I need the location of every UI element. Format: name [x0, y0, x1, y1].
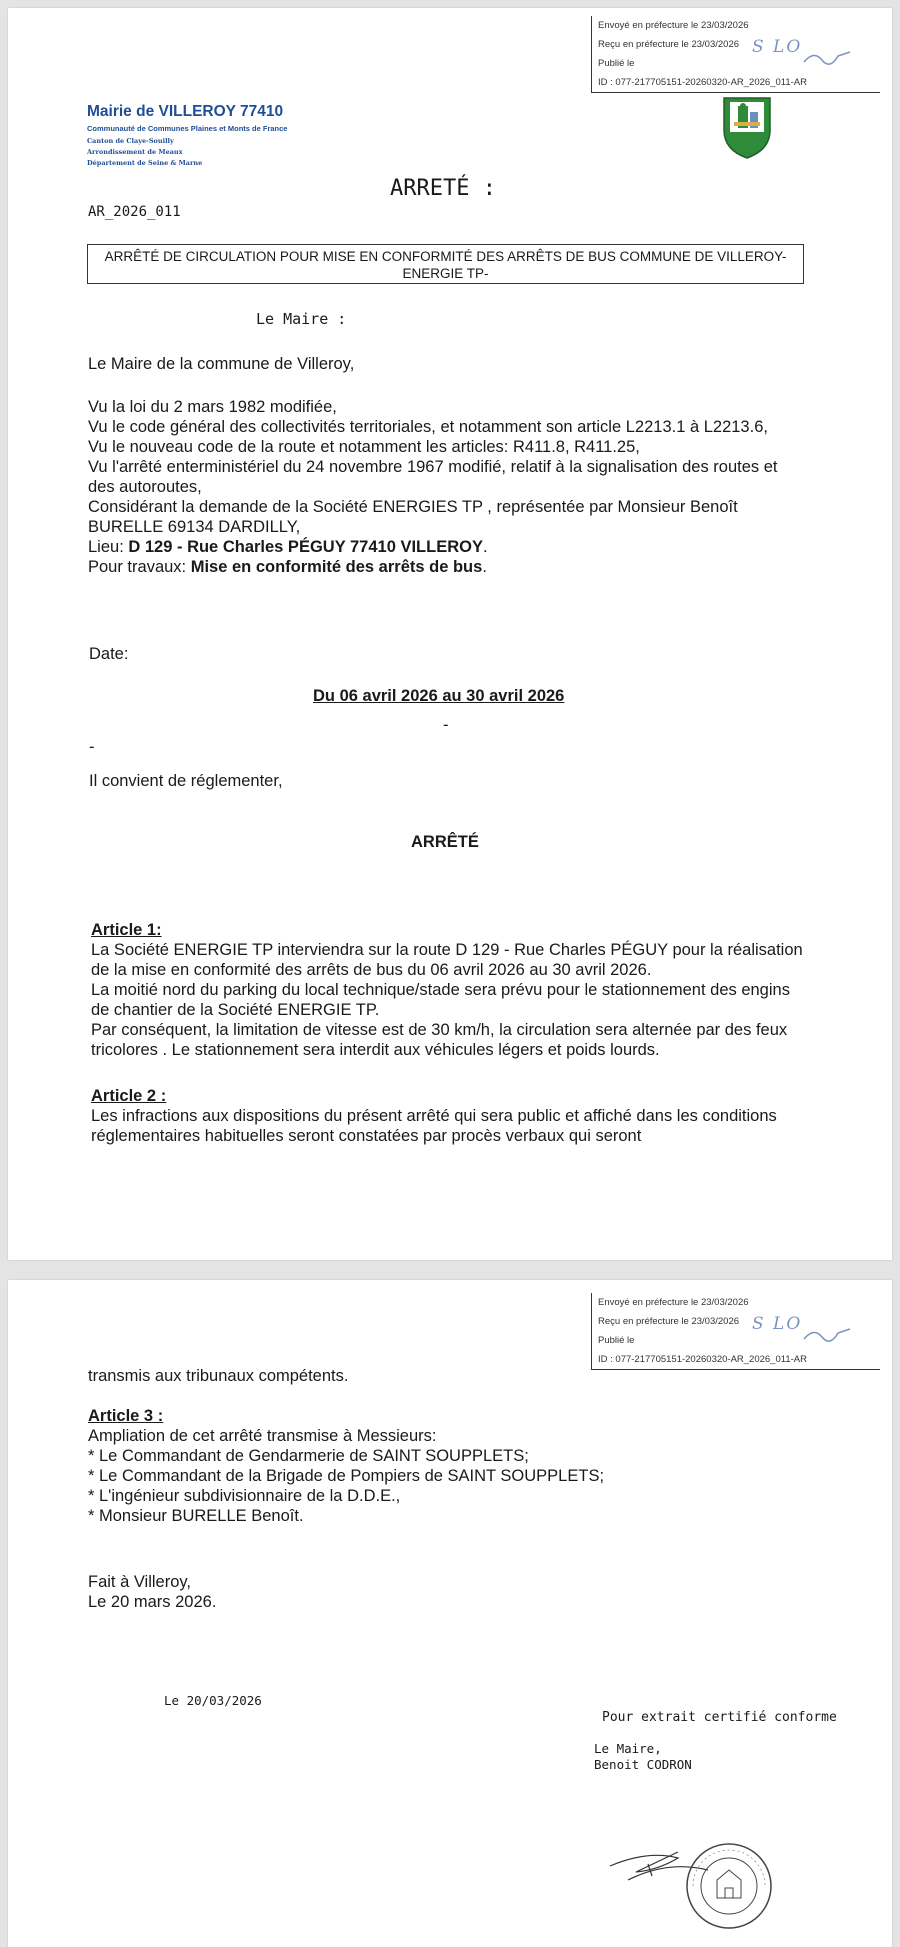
- mairie-seal-icon: [683, 1840, 775, 1932]
- document-title: ARRETÉ :: [390, 176, 496, 201]
- recipient-4: * Monsieur BURELLE Benoît.: [88, 1507, 304, 1525]
- article-1-text-1: La Société ENERGIE TP interviendra sur la route D 129 - Rue Charles PÉGUY pour la réalisation de la mise en conformité des arrêts de bus du 06 avril 2026 au 30 avril 2026.: [91, 941, 803, 979]
- stamp-id: ID : 077-217705151-20260320-AR_2026_011-AR: [598, 77, 807, 88]
- stamp-signature: S LO: [752, 1314, 803, 1334]
- canton-name: Canton de Claye-Souilly: [87, 137, 174, 145]
- arrondissement-name: Arrondissement de Meaux: [87, 148, 183, 156]
- prefecture-stamp-page-2: [591, 1293, 880, 1370]
- vu-code-collectivites: Vu le code général des collectivités territoriales, et notamment son article L2213.1 à L2213.6,: [88, 418, 768, 436]
- subject-box: ARRÊTÉ DE CIRCULATION POUR MISE EN CONFORMITÉ DES ARRÊTS DE BUS COMMUNE DE VILLEROY-ENERGIE TP-: [87, 244, 804, 284]
- lieu-value: D 129 - Rue Charles PÉGUY 77410 VILLEROY: [128, 538, 483, 556]
- dash-left: -: [89, 738, 95, 756]
- recipient-3: * L'ingénieur subdivisionnaire de la D.D.E.,: [88, 1487, 401, 1505]
- visas-block: [88, 397, 808, 577]
- reglementer-line: Il convient de réglementer,: [89, 772, 283, 790]
- document-page-1: [8, 8, 892, 1260]
- ampliation-line: Ampliation de cet arrêté transmise à Messieurs:: [88, 1427, 437, 1445]
- stamp-signature-flourish: [802, 1325, 852, 1347]
- article-2: [91, 1086, 811, 1146]
- arrete-heading: ARRÊTÉ: [411, 833, 479, 851]
- article-1-text-3: Par conséquent, la limitation de vitesse est de 30 km/h, la circulation sera alternée par des feux tricolores . Le stationnement sera interdit aux véhicules légers et poids lourds.: [91, 1021, 788, 1059]
- article-3: [88, 1406, 808, 1526]
- vu-loi-1982: Vu la loi du 2 mars 1982 modifiée,: [88, 398, 337, 416]
- stamp-id: ID : 077-217705151-20260320-AR_2026_011-AR: [598, 1354, 807, 1365]
- vu-arrete-1967: Vu l'arrêté enterministériel du 24 novembre 1967 modifié, relatif à la signalisation des routes et des autoroutes,: [88, 458, 778, 496]
- continuation-line: transmis aux tribunaux compétents.: [88, 1367, 349, 1385]
- date-label: Date:: [89, 645, 129, 663]
- signatory-title: Le Maire,: [594, 1741, 662, 1756]
- le-maire-heading: Le Maire :: [256, 310, 347, 328]
- recipient-1: * Le Commandant de Gendarmerie de SAINT SOUPPLETS;: [88, 1447, 529, 1465]
- article-1-title: Article 1:: [91, 921, 162, 939]
- municipal-crest-icon: [720, 92, 774, 160]
- stamp-published: Publié le: [598, 58, 635, 69]
- article-3-title: Article 3 :: [88, 1407, 164, 1425]
- article-1-text-2: La moitié nord du parking du local technique/stade sera prévu pour le stationnement des engins de chantier de la Société ENERGIE TP.: [91, 981, 790, 1019]
- lieu-line: Lieu: D 129 - Rue Charles PÉGUY 77410 VILLEROY.: [88, 538, 488, 556]
- fait-a-block: [88, 1572, 216, 1612]
- certifie-conforme: Pour extrait certifié conforme: [602, 1710, 837, 1725]
- fait-date: Le 20 mars 2026.: [88, 1593, 217, 1611]
- article-2-text: Les infractions aux dispositions du présent arrêté qui sera public et affiché dans les conditions réglementaires habituelles seront constatées par procès verbaux qui seront: [91, 1107, 777, 1145]
- stamp-signature-flourish: [802, 48, 852, 70]
- stamp-sent: Envoyé en préfecture le 23/03/2026: [598, 20, 749, 31]
- travaux-value: Mise en conformité des arrêts de bus: [190, 558, 483, 576]
- stamp-received: Reçu en préfecture le 23/03/2026: [598, 39, 740, 50]
- stamp-signature: S LO: [752, 37, 803, 57]
- travaux-line: Pour travaux: Mise en conformité des arrêts de bus.: [88, 558, 487, 576]
- document-reference: AR_2026_011: [88, 204, 181, 220]
- signatory-name: Benoit CODRON: [594, 1757, 692, 1772]
- recipient-2: * Le Commandant de la Brigade de Pompiers de SAINT SOUPPLETS;: [88, 1467, 605, 1485]
- short-date: Le 20/03/2026: [164, 1693, 262, 1708]
- article-1: [91, 920, 811, 1060]
- considerant: Considérant la demande de la Société ENERGIES TP , représentée par Monsieur Benoît BURELLE 69134 DARDILLY,: [88, 498, 738, 536]
- article-2-title: Article 2 :: [91, 1087, 167, 1105]
- stamp-received: Reçu en préfecture le 23/03/2026: [598, 1316, 740, 1327]
- date-range: Du 06 avril 2026 au 30 avril 2026: [313, 687, 565, 705]
- prefecture-stamp: [591, 16, 880, 93]
- departement-name: Département de Seine & Marne: [87, 159, 203, 167]
- document-page-2: [8, 1280, 892, 1947]
- mairie-name: Mairie de VILLEROY 77410: [87, 103, 284, 120]
- vu-code-route: Vu le nouveau code de la route et notamment les articles: R411.8, R411.25,: [88, 438, 640, 456]
- dash-center: -: [443, 716, 449, 734]
- stamp-published: Publié le: [598, 1335, 635, 1346]
- intro-line: Le Maire de la commune de Villeroy,: [88, 355, 355, 373]
- fait-a: Fait à Villeroy,: [88, 1573, 192, 1591]
- stamp-sent: Envoyé en préfecture le 23/03/2026: [598, 1297, 749, 1308]
- community-name: Communauté de Communes Plaines et Monts de France: [87, 124, 288, 133]
